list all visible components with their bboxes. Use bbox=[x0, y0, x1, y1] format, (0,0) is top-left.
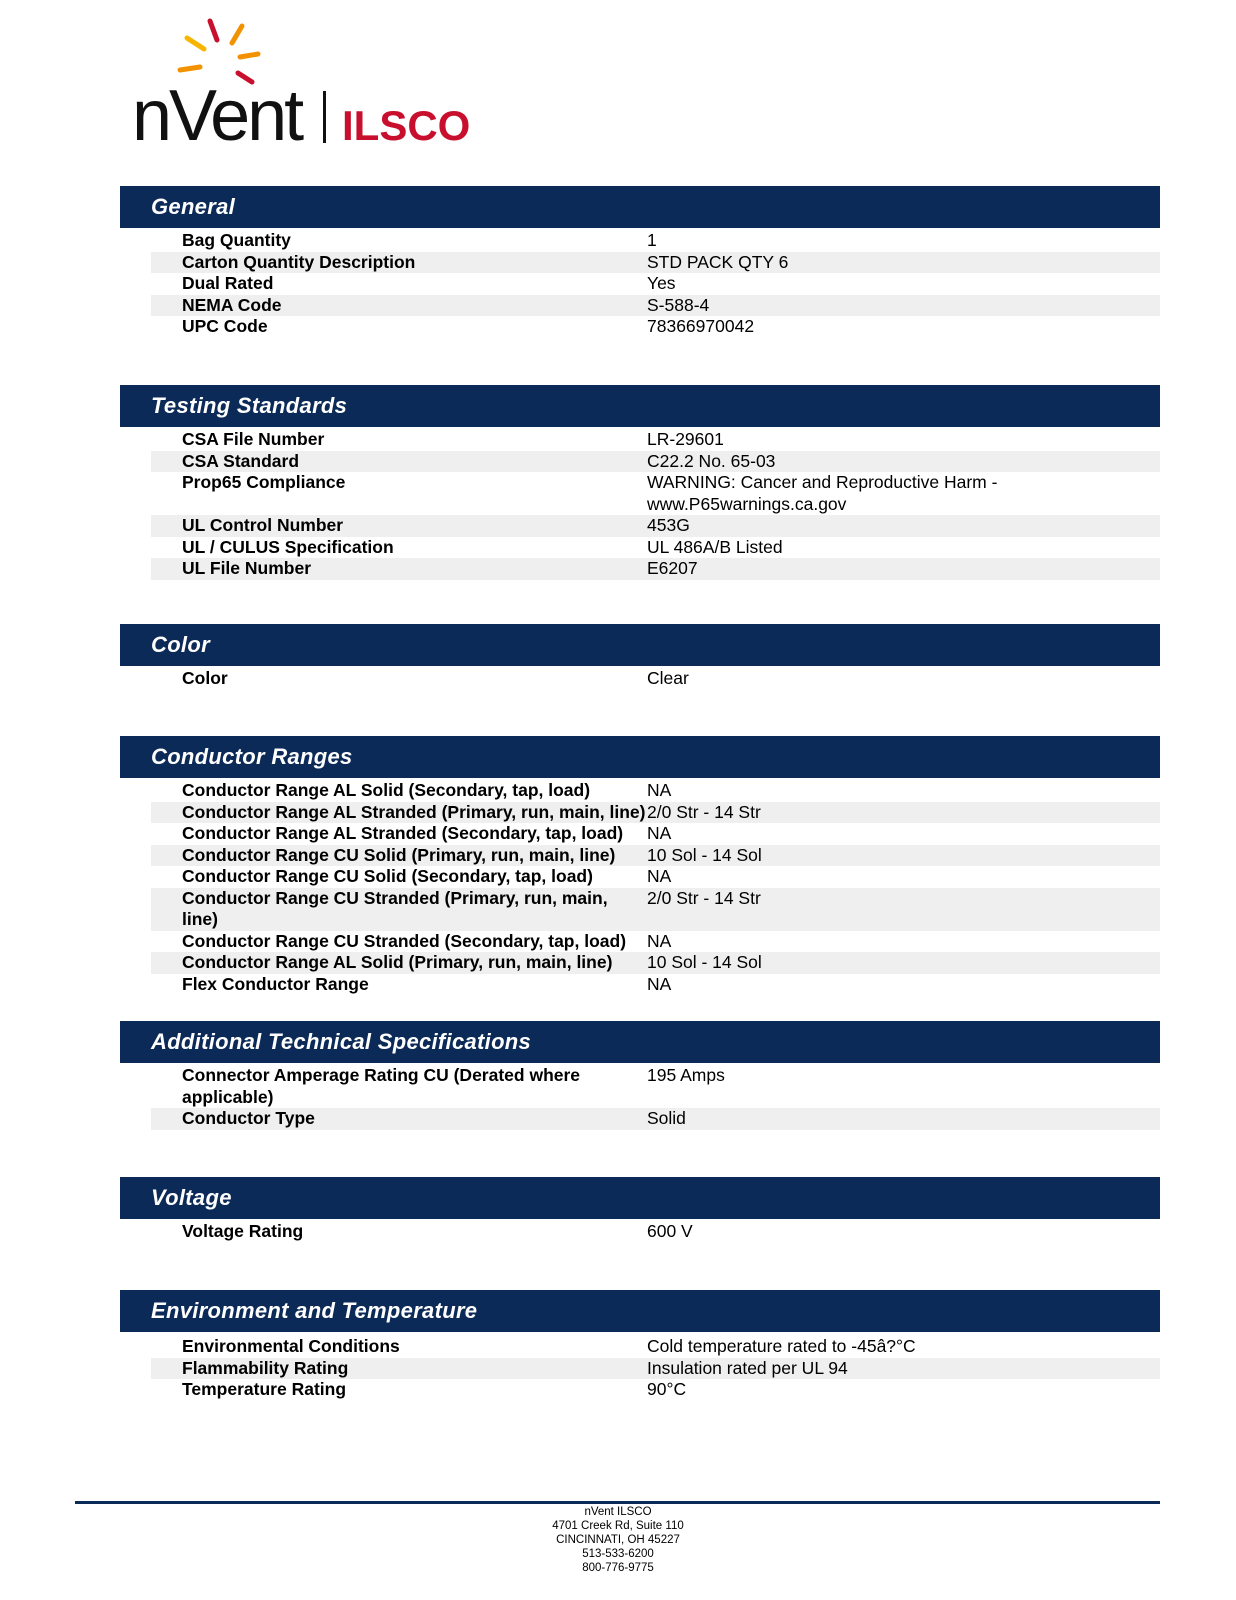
spec-row bbox=[151, 1221, 1160, 1243]
spec-row bbox=[151, 472, 1160, 515]
spec-row bbox=[151, 451, 1160, 473]
spec-row bbox=[151, 802, 1160, 824]
spec-value: 2/0 Str - 14 Str bbox=[647, 801, 761, 822]
spec-label: Conductor Range AL Stranded (Primary, run, main, line) bbox=[182, 801, 646, 822]
section-title: Voltage bbox=[151, 1185, 232, 1210]
spec-row bbox=[151, 252, 1160, 274]
spec-value: STD PACK QTY 6 bbox=[647, 251, 789, 272]
spec-value: LR-29601 bbox=[647, 429, 724, 449]
footer-address bbox=[0, 1505, 1236, 1575]
section-title: General bbox=[151, 194, 236, 219]
section-title: Environment and Temperature bbox=[151, 1298, 478, 1323]
logo-mark-icon bbox=[132, 18, 472, 158]
spec-value: Insulation rated per UL 94 bbox=[647, 1357, 848, 1378]
footer-phone-1: 513-533-6200 bbox=[582, 1548, 654, 1560]
section-title: Color bbox=[151, 632, 210, 657]
spec-row bbox=[151, 888, 1160, 931]
spec-label: Conductor Range AL Solid (Secondary, tap, load) bbox=[182, 780, 591, 800]
section-rows-conductor-ranges bbox=[151, 780, 1160, 995]
footer-street: 4701 Creek Rd, Suite 110 bbox=[552, 1520, 684, 1532]
spec-label: Conductor Type bbox=[182, 1108, 315, 1128]
spec-row bbox=[151, 429, 1160, 451]
spec-row bbox=[151, 1336, 1160, 1358]
spec-label: UL File Number bbox=[182, 558, 312, 578]
spec-label: Conductor Range CU Stranded (Primary, run, main, line) bbox=[182, 887, 608, 929]
section-rows-voltage bbox=[151, 1221, 1160, 1243]
spec-label-line-2: applicable) bbox=[182, 1086, 274, 1107]
spec-value: NA bbox=[647, 930, 672, 951]
spec-label: Flammability Rating bbox=[182, 1357, 349, 1378]
spec-value: 10 Sol - 14 Sol bbox=[647, 952, 762, 972]
spec-value bbox=[647, 472, 1160, 515]
spec-value: Cold temperature rated to -45â?°C bbox=[647, 1336, 916, 1356]
spec-value: Clear bbox=[647, 668, 689, 688]
spec-row bbox=[151, 780, 1160, 802]
spec-label bbox=[151, 1065, 647, 1108]
spec-label: Carton Quantity Description bbox=[182, 251, 416, 272]
nvent-ilsco-logo bbox=[132, 18, 472, 158]
section-header-testing-standards bbox=[120, 385, 1160, 427]
logo-wordmark-nvent: nVent bbox=[132, 76, 302, 156]
spec-value: NA bbox=[647, 780, 672, 800]
section-rows-additional-technical-specifications bbox=[151, 1065, 1160, 1130]
spec-value: NA bbox=[647, 823, 672, 843]
spec-value: E6207 bbox=[647, 558, 698, 578]
section-header-general bbox=[120, 186, 1160, 228]
section-header-conductor-ranges bbox=[120, 736, 1160, 778]
spec-label: UPC Code bbox=[182, 316, 268, 336]
spec-label: CSA Standard bbox=[182, 450, 300, 471]
spec-label: CSA File Number bbox=[182, 429, 325, 449]
spec-row bbox=[151, 931, 1160, 953]
section-header-additional-technical-specifications bbox=[120, 1021, 1160, 1063]
section-title: Additional Technical Specifications bbox=[151, 1029, 532, 1054]
spec-row bbox=[151, 1108, 1160, 1130]
spec-label: Color bbox=[182, 668, 228, 688]
spec-label: Bag Quantity bbox=[182, 230, 291, 250]
spec-row bbox=[151, 1358, 1160, 1380]
spec-value: S-588-4 bbox=[647, 294, 710, 315]
spec-label: Prop65 Compliance bbox=[182, 472, 346, 492]
footer-company: nVent ILSCO bbox=[584, 1506, 652, 1518]
spec-label: Flex Conductor Range bbox=[182, 973, 369, 994]
spec-row bbox=[151, 845, 1160, 867]
spec-value: 195 Amps bbox=[647, 1065, 725, 1085]
section-title: Conductor Ranges bbox=[151, 744, 353, 769]
spec-value: NA bbox=[647, 973, 672, 994]
section-title: Testing Standards bbox=[151, 393, 348, 418]
section-header-color bbox=[120, 624, 1160, 666]
spec-row bbox=[151, 295, 1160, 317]
spec-value: Solid bbox=[647, 1108, 686, 1128]
spec-value: 90°C bbox=[647, 1379, 687, 1399]
spec-row bbox=[151, 823, 1160, 845]
spec-row bbox=[151, 515, 1160, 537]
spec-value: 2/0 Str - 14 Str bbox=[647, 887, 761, 908]
footer-divider bbox=[75, 1501, 1160, 1504]
spec-label: UL Control Number bbox=[182, 515, 344, 535]
spec-value-line-2: www.P65warnings.ca.gov bbox=[647, 493, 847, 514]
spec-row bbox=[151, 1379, 1160, 1401]
spec-row bbox=[151, 1065, 1160, 1108]
spec-row bbox=[151, 230, 1160, 252]
section-header-voltage bbox=[120, 1177, 1160, 1219]
spec-row bbox=[151, 316, 1160, 338]
spec-label: Environmental Conditions bbox=[182, 1336, 400, 1356]
spec-value: 453G bbox=[647, 515, 690, 535]
section-rows-color bbox=[151, 668, 1160, 690]
footer-phone-2: 800-776-9775 bbox=[582, 1562, 654, 1574]
spec-label: Conductor Range AL Solid (Primary, run, main, line) bbox=[182, 952, 613, 972]
spec-value: UL 486A/B Listed bbox=[647, 536, 783, 557]
spec-value: 78366970042 bbox=[647, 316, 755, 336]
spec-label: Voltage Rating bbox=[182, 1221, 304, 1241]
spec-row bbox=[151, 273, 1160, 295]
spec-value: 1 bbox=[647, 230, 657, 250]
spec-label: Conductor Range CU Solid (Secondary, tap, load) bbox=[182, 866, 593, 886]
spec-value: NA bbox=[647, 866, 672, 886]
spec-row bbox=[151, 952, 1160, 974]
spec-value: Yes bbox=[647, 273, 676, 293]
section-rows-environment-and-temperature bbox=[151, 1336, 1160, 1401]
spec-row bbox=[151, 537, 1160, 559]
spec-row bbox=[151, 974, 1160, 996]
spec-label: Dual Rated bbox=[182, 273, 274, 293]
section-rows-general bbox=[151, 230, 1160, 338]
spec-value: 10 Sol - 14 Sol bbox=[647, 844, 762, 865]
spec-row bbox=[151, 668, 1160, 690]
logo-wordmark-ilsco: ILSCO bbox=[342, 102, 471, 149]
spec-value-line-1: WARNING: Cancer and Reproductive Harm - bbox=[647, 472, 998, 492]
spec-label: Conductor Range CU Solid (Primary, run, main, line) bbox=[182, 844, 616, 865]
spec-label: UL / CULUS Specification bbox=[182, 536, 394, 557]
spec-value: 600 V bbox=[647, 1221, 693, 1241]
spec-label: Conductor Range AL Stranded (Secondary, tap, load) bbox=[182, 823, 624, 843]
footer-city: CINCINNATI, OH 45227 bbox=[556, 1534, 680, 1546]
spec-value: C22.2 No. 65-03 bbox=[647, 450, 776, 471]
section-header-environment-and-temperature bbox=[120, 1290, 1160, 1332]
spec-label: NEMA Code bbox=[182, 294, 282, 315]
spec-row bbox=[151, 866, 1160, 888]
spec-label-line-1: Connector Amperage Rating CU (Derated where bbox=[182, 1065, 581, 1085]
section-rows-testing-standards bbox=[151, 429, 1160, 580]
spec-label: Conductor Range CU Stranded (Secondary, tap, load) bbox=[182, 930, 627, 951]
spec-row bbox=[151, 558, 1160, 580]
spec-label: Temperature Rating bbox=[182, 1379, 347, 1399]
